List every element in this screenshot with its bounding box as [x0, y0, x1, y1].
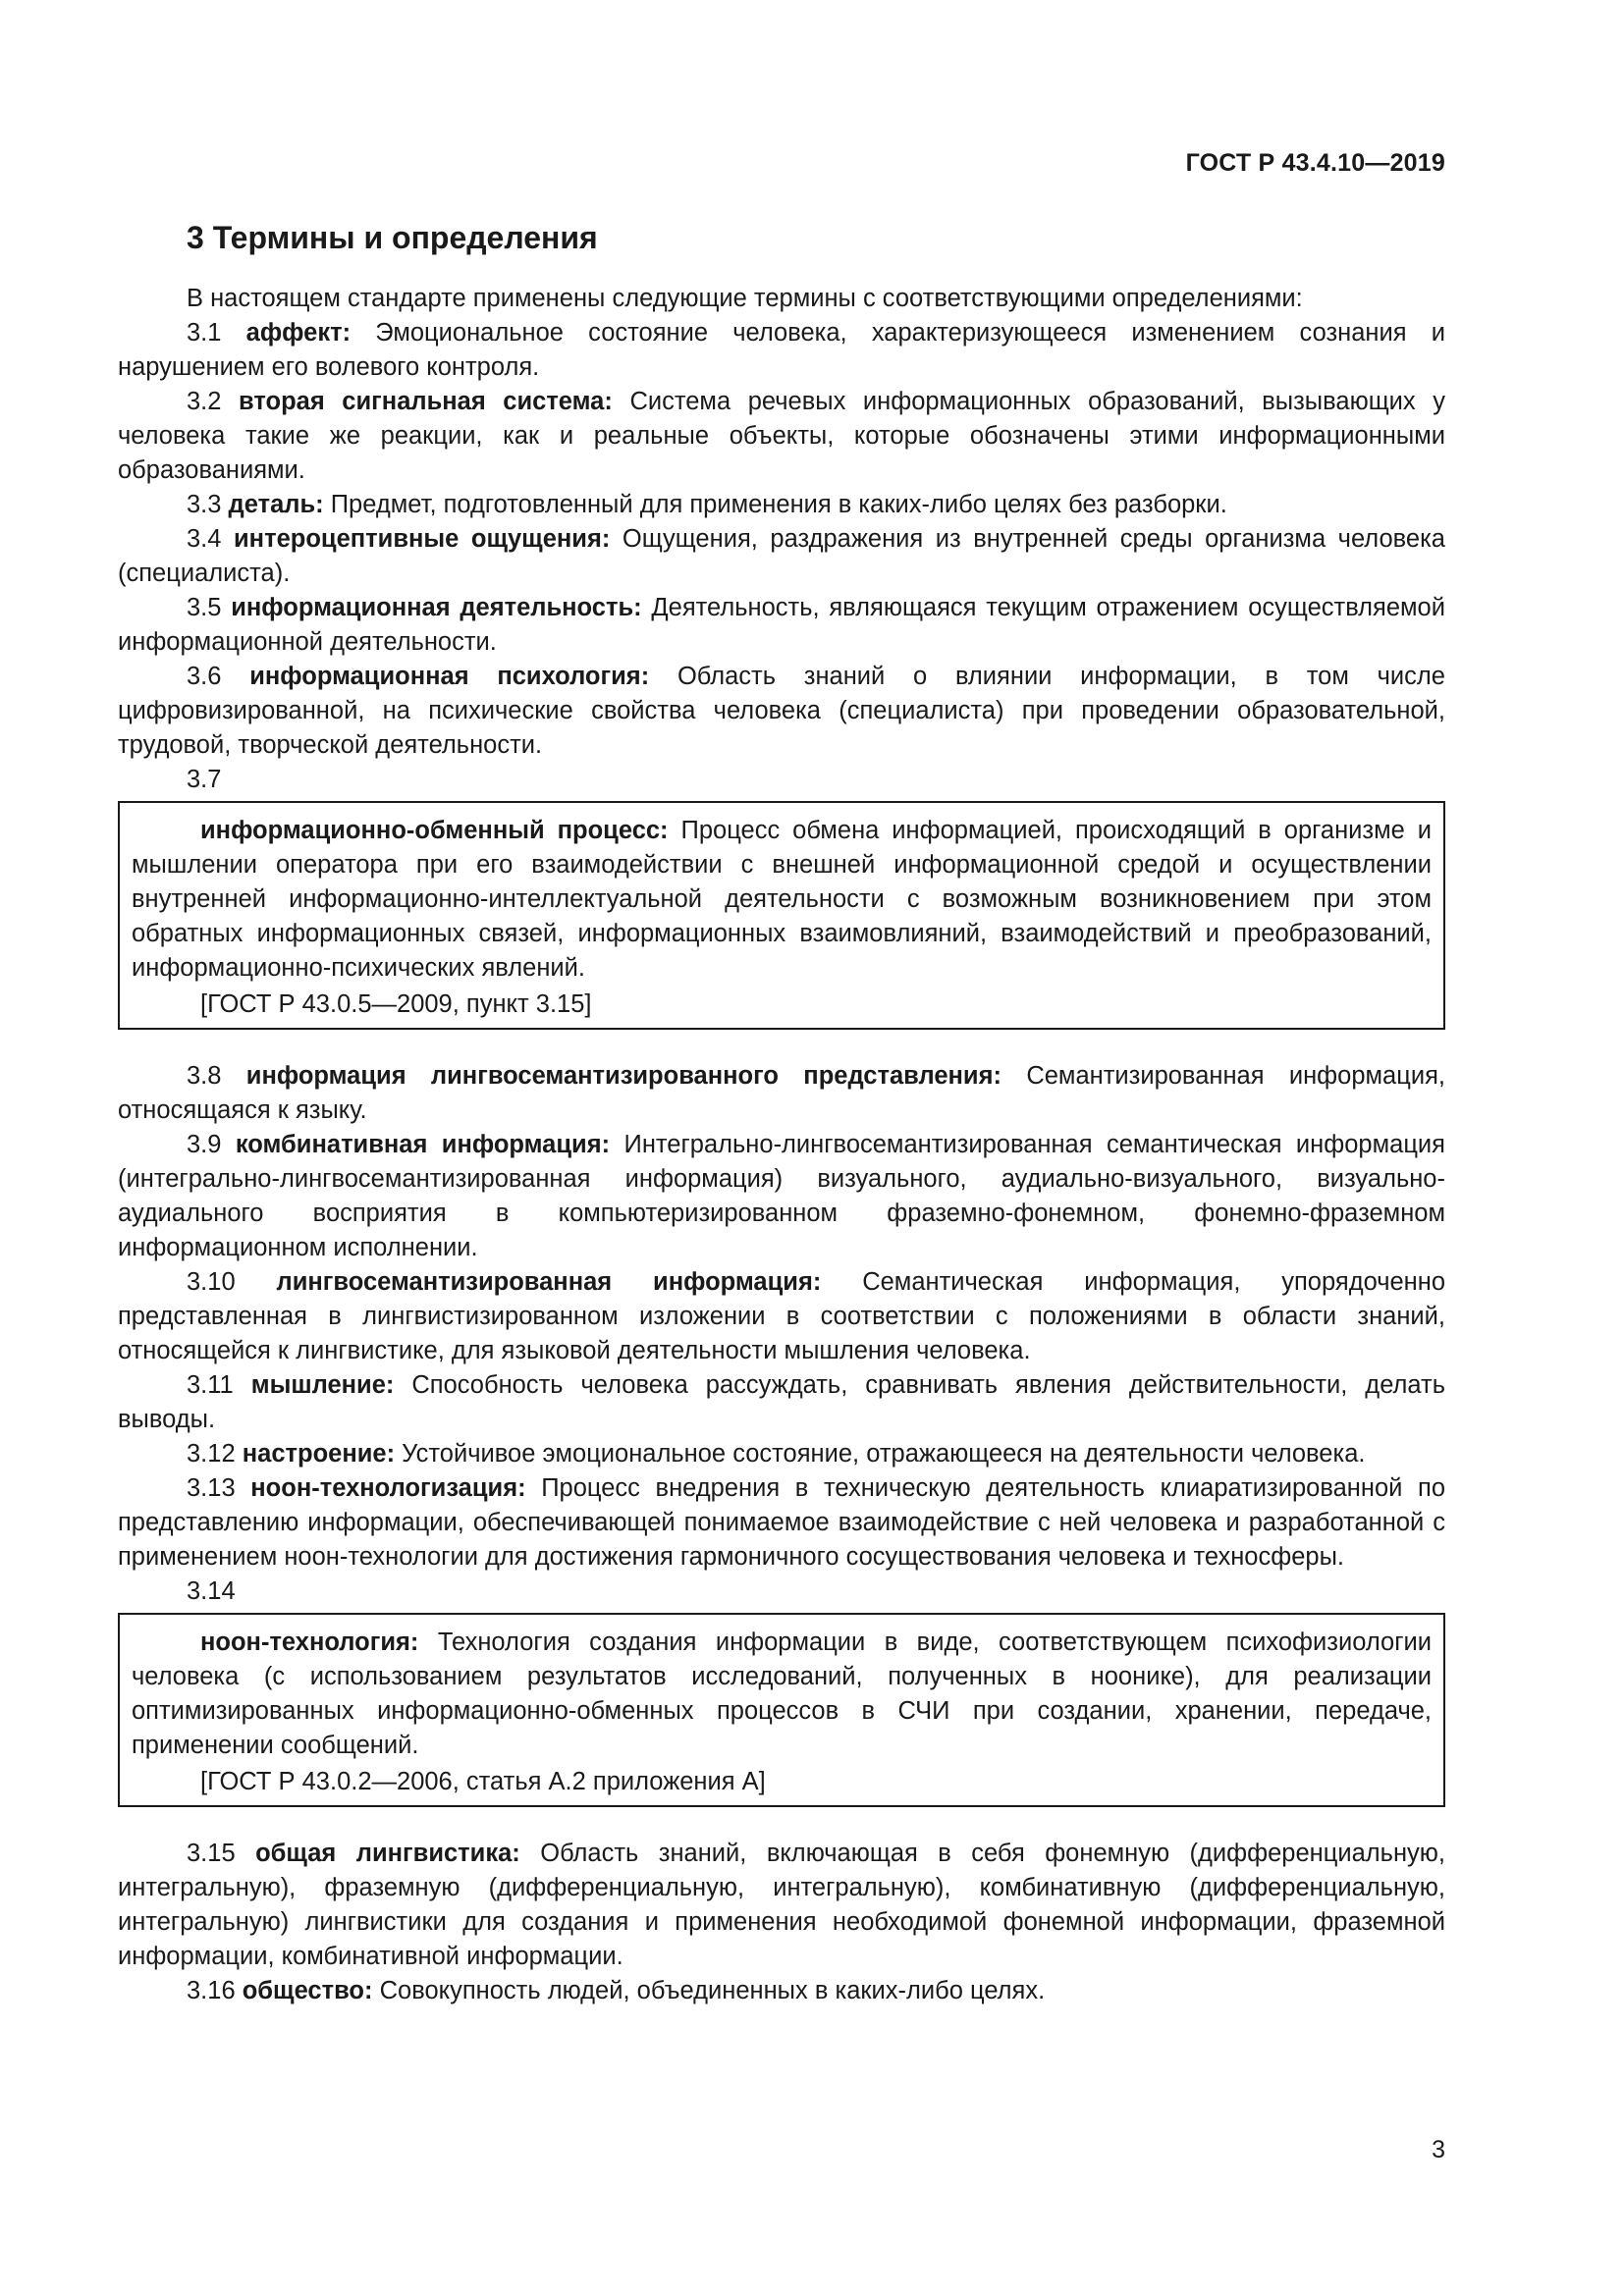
section-title: 3 Термины и определения [187, 220, 598, 255]
term-entry-3-7 [132, 814, 1432, 986]
term-definition: Семантическая информация, упорядоченно представленная в лингвистизированном изложении в соответствии с положениями в области знаний, относящейся к лингвистике, для языковой деятельности мышления человека. [118, 1268, 1446, 1364]
term-entry-3-2 [118, 385, 1445, 488]
term-entry-3-5 [118, 591, 1445, 660]
term-number: 3.11 [187, 1371, 234, 1399]
term-number: 3.16 [187, 1977, 236, 2004]
term-entry-3-13 [118, 1471, 1445, 1575]
term-name: деталь: [228, 491, 324, 518]
term-number: 3.8 [187, 1062, 222, 1090]
term-name: интероцептивные ощущения: [234, 525, 611, 553]
term-number: 3.15 [187, 1840, 236, 1867]
term-definition: Ощущения, раздражения из внутренней среды организма человека (специалиста). [118, 525, 1445, 587]
term-name: настроение: [242, 1440, 396, 1468]
term-entry-3-15 [118, 1837, 1445, 1974]
page-number: 3 [1432, 2136, 1445, 2163]
term-definition: Технология создания информации в виде, соответствующем психофизиологии человека (с использованием результатов исследований, полученных в ноонике), для реализации оптимизированных информационно-обменных процессов в СЧИ при создании, хранении, передаче, применении сообщений. [132, 1629, 1432, 1759]
term-name: ноон-технология: [200, 1629, 419, 1656]
term-entry-3-10 [118, 1265, 1445, 1368]
term-number-3-14: 3.14 [187, 1577, 236, 1605]
term-number: 3.13 [187, 1474, 236, 1502]
term-definition: Предмет, подготовленный для применения в каких-либо целях без разборки. [330, 491, 1227, 518]
term-definition: Область знаний, включающая в себя фонемную (дифференциальную, интегральную), фраземную (дифференциальную, интегральную), комбинативную (дифференциальную, интегральную) лингвистики для создания и применения необходимой фонемной информации, фраземной информации, комбинативной информации. [118, 1840, 1445, 1970]
quoted-term-box-3-7 [118, 801, 1445, 1030]
term-definition: Процесс внедрения в техническую деятельность клиаратизированной по представлению информации, обеспечивающей понимаемое взаимодействие с ней человека и разработанной с применением ноон-технологии для достижения гармоничного сосуществования человека и техносферы. [118, 1474, 1446, 1571]
term-definition: Система речевых информационных образований, вызывающих у человека такие же реакции, как и реальные объекты, которые обозначены этими информационными образованиями. [118, 388, 1445, 484]
term-number: 3.10 [187, 1268, 236, 1296]
term-name: информационно-обменный процесс: [200, 817, 669, 844]
term-name: комбинативная информация: [235, 1131, 611, 1158]
term-name: общество: [242, 1977, 373, 2004]
term-number: 3.3 [187, 491, 222, 518]
term-number: 3.12 [187, 1440, 236, 1468]
document-body [118, 220, 1445, 2008]
term-number: 3.4 [187, 525, 222, 553]
term-number: 3.2 [187, 388, 222, 415]
term-entry-3-11 [118, 1368, 1445, 1437]
term-definition: Процесс обмена информацией, происходящий в организме и мышлении оператора при его взаимодействии с внешней информационной средой и осуществлении внутренней информационно-интеллектуальной деятельности с возможным возникновением при этом обратных информационных связей, информационных взаимовлияний, взаимодействий и преобразований, информационно-психических явлений. [132, 817, 1432, 982]
term-entry-3-16 [118, 1974, 1445, 2008]
document-header-id: ГОСТ Р 43.4.10—2019 [1185, 149, 1445, 177]
term-number: 3.9 [187, 1131, 222, 1158]
quoted-term-box-3-14 [118, 1613, 1445, 1807]
term-definition: Интегрально-лингвосемантизированная семантическая информация (интегрально-лингвосемантизированная информация) визуального, аудиально-визуального, визуально-аудиального восприятия в компьютеризированном фраземно-фонемном, фонемно-фраземном информационном исполнении. [118, 1131, 1445, 1261]
term-name: вторая сигнальная система: [239, 388, 613, 415]
term-definition: Устойчивое эмоциональное состояние, отражающееся на деятельности человека. [402, 1440, 1366, 1468]
term-number: 3.5 [187, 594, 222, 621]
term-number: 3.1 [187, 319, 222, 347]
term-entry-3-4 [118, 522, 1445, 591]
term-number: 3.6 [187, 663, 222, 690]
term-definition: Деятельность, являющаяся текущим отражением осуществляемой информационной деятельности. [118, 594, 1445, 656]
term-entry-3-6 [118, 660, 1445, 763]
term-name: лингвосемантизированная информация: [276, 1268, 822, 1296]
term-name: ноон-технологизация: [250, 1474, 526, 1502]
term-entry-3-14 [132, 1626, 1432, 1763]
term-name: информация лингвосемантизированного представления: [245, 1062, 1001, 1090]
term-definition: Эмоциональное состояние человека, характеризующееся изменением сознания и нарушением его волевого контроля. [118, 319, 1446, 381]
term-name: аффект: [245, 319, 352, 347]
term-entry-3-9 [118, 1128, 1445, 1265]
term-definition: Способность человека рассуждать, сравнивать явления действительности, делать выводы. [118, 1371, 1445, 1433]
term-name: общая лингвистика: [255, 1840, 520, 1867]
section-intro: В настоящем стандарте применены следующие термины с соответствующими определениями: [187, 285, 1303, 312]
term-definition: Область знаний о влиянии информации, в том числе цифровизированной, на психические свойства человека (специалиста) при проведении образовательной, трудовой, творческой деятельности. [118, 663, 1445, 759]
term-source-reference: [ГОСТ Р 43.0.2—2006, статья А.2 приложения А] [200, 1768, 766, 1795]
term-entry-3-3 [118, 488, 1445, 522]
term-name: информационная психология: [249, 663, 650, 690]
term-number-3-7: 3.7 [187, 766, 222, 793]
term-entry-3-1 [118, 316, 1445, 385]
term-entry-3-12 [118, 1437, 1445, 1471]
term-name: мышление: [250, 1371, 395, 1399]
term-entry-3-8 [118, 1059, 1445, 1128]
term-definition: Совокупность людей, объединенных в каких-либо целях. [379, 1977, 1046, 2004]
term-name: информационная деятельность: [231, 594, 642, 621]
term-source-reference: [ГОСТ Р 43.0.5—2009, пункт 3.15] [200, 990, 592, 1018]
term-definition: Семантизированная информация, относящаяся к языку. [118, 1062, 1445, 1124]
